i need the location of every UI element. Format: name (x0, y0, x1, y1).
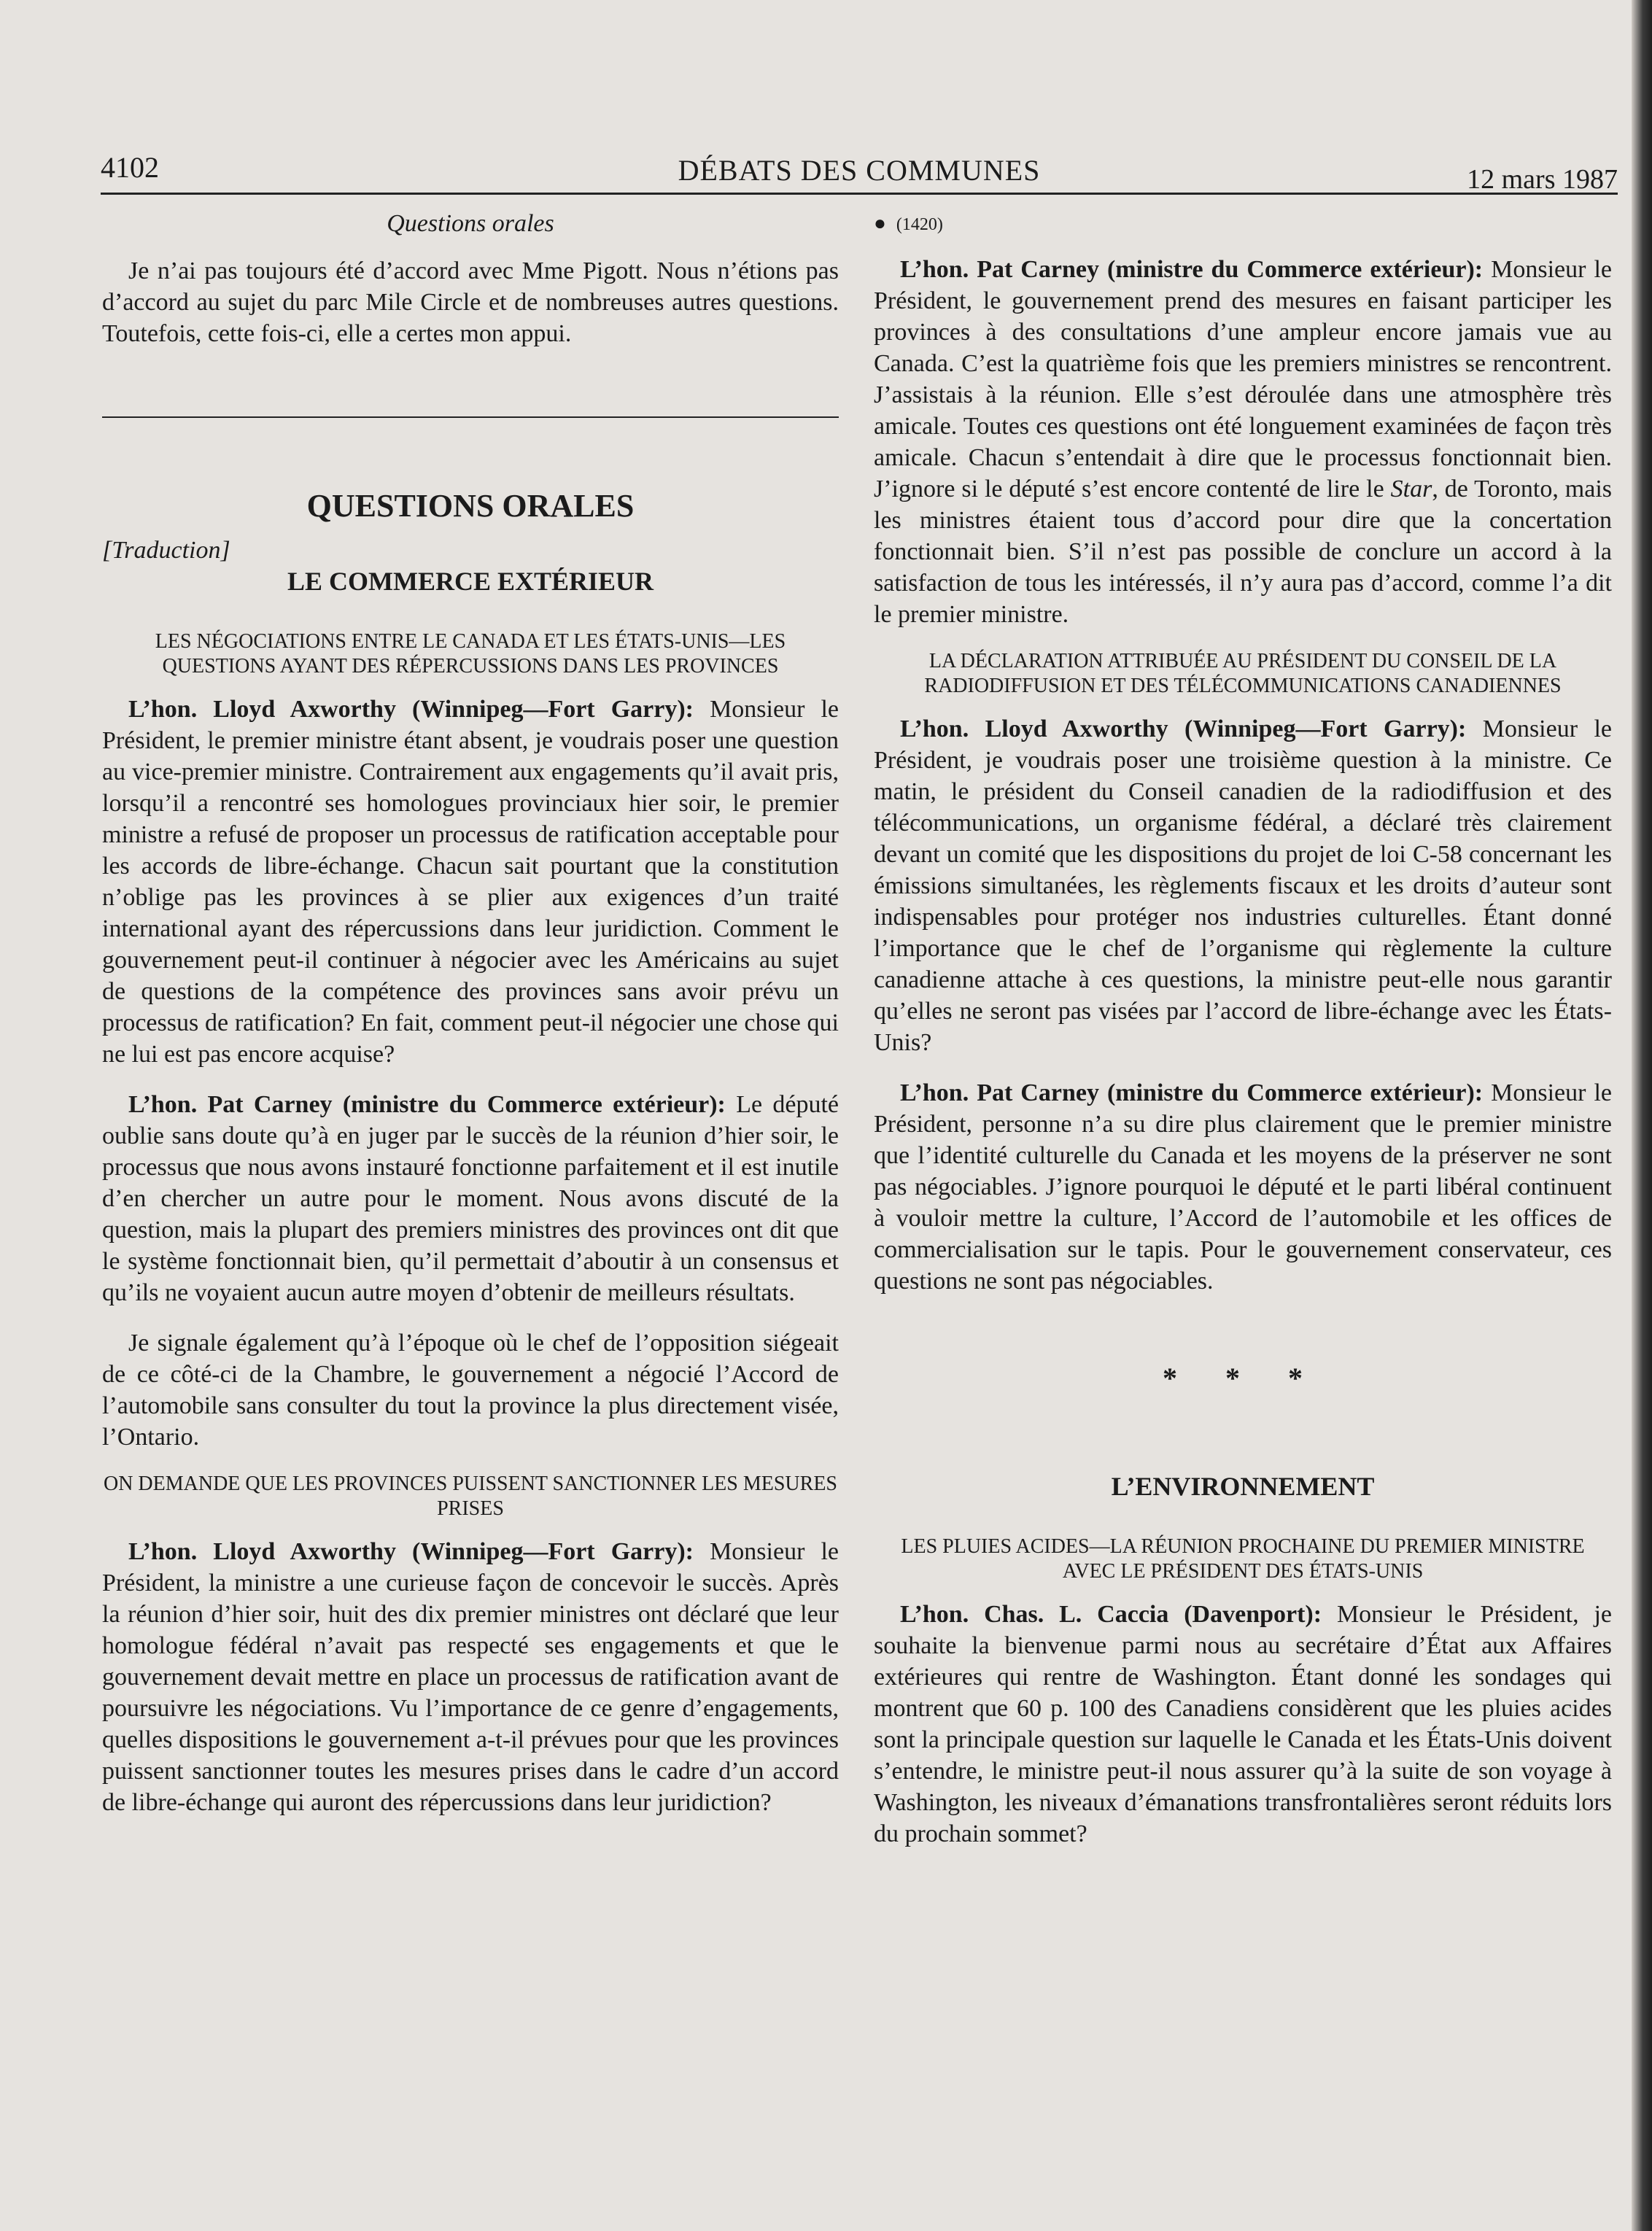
sub-heading-negotiations: LES NÉGOCIATIONS ENTRE LE CANADA ET LES ÉTATS-UNIS—LES QUESTIONS AYANT DES RÉPERCUSSIONS DANS LES PROVINCES (155, 630, 786, 678)
speech-text: Monsieur le Président, personne n’a su dire plus clairement que le premier ministre que l’identité culturelle du Canada et les moyens de la préserver ne sont pas négociables. J’ignore pourquoi le député et le parti libéral continuent à vouloir mettre la culture, l’Accord de l’automobile et les offices de commercialisation sur le tapis. Pour le gouvernement conservateur, ces questions ne sont pas négociables. (874, 1079, 1613, 1295)
section-separator-rule (102, 416, 839, 418)
header-rule (101, 193, 1618, 195)
sub-heading-provinces: ON DEMANDE QUE LES PROVINCES PUISSENT SANCTIONNER LES MESURES PRISES (103, 1473, 837, 1520)
running-title: Questions orales (387, 210, 554, 237)
section-heading-commerce: LE COMMERCE EXTÉRIEUR (287, 567, 654, 596)
speech-text: Monsieur le Président, le gouvernement prend des mesures en faisant participer les provinces à des consultations d’une ampleur encore jamais vue au Canada. C’est la quatrième fois que les premiers ministres se rencontrent. J’assistais à la réunion. Elle s’est déroulée dans une atmosphère très amicale. Toutes ces questions ont été longuement examinées de façon très amicale. Chacun s’entendait à dire que le processus fonctionnait bien. J’ignore si le député s’est encore contenté de lire le (874, 256, 1613, 503)
speech-paragraph (874, 1599, 1612, 1850)
speaker-name: L’hon. Pat Carney (ministre du Commerce extérieur): (128, 1091, 726, 1118)
speech-text: Le député oublie sans doute qu’à en juger par le succès de la réunion d’hier soir, le processus que nous avons instauré fonctionne parfaitement et il est inutile d’en chercher un autre pour le moment. Nous avons discuté de la question, mais la plupart des premiers ministres des provinces ont dit que le système fonctionnait bien, qu’il permettait d’aboutir à un consensus et qu’ils ne voyaient aucun autre moyen d’obtenir de meilleurs résultats. (102, 1091, 839, 1306)
right-column (874, 208, 1612, 1869)
time-marker (874, 208, 1612, 241)
speaker-name: L’hon. Chas. L. Caccia (Davenport): (900, 1601, 1322, 1628)
section-divider-stars: * * * (1163, 1362, 1323, 1394)
publication-title: DÉBATS DES COMMUNES (678, 154, 1041, 187)
speech-paragraph (102, 694, 839, 1070)
speech-text: Monsieur le Président, la ministre a une curieuse façon de concevoir le succès. Après la réunion d’hier soir, huit des dix premier ministres ont déclaré que leur homologue fédéral n’avait pas respecté ses engagements et que le gouvernement devait mettre en place un processus de ratification avant de poursuivre les négociations. Vu l’importance de ce genre d’engagements, quelles dispositions le gouvernement a-t-il prévues pour que les provinces puissent sanctionner toutes les mesures prises dans le cadre d’un accord de libre-échange qui auront des répercussions dans leur juridiction? (102, 1538, 839, 1816)
speech-paragraph (874, 254, 1612, 630)
left-column (102, 208, 839, 1837)
speech-paragraph (102, 1536, 839, 1818)
speaker-name: L’hon. Pat Carney (ministre du Commerce extérieur): (900, 256, 1484, 283)
speech-text: Monsieur le Président, je voudrais poser une troisième question à la ministre. Ce matin, le président du Conseil canadien de la radiodiffusion et des télécommunications, un organisme fédéral, a déclaré très clairement devant un comité que les dispositions du projet de loi C-58 concernant les émissions simultanées, les règlements fiscaux et les droits d’auteur sont indispensables pour protéger nos industries culturelles. Étant donné l’importance que le chef de l’organisme qui règlemente la culture canadienne attache à ces questions, la ministre peut-elle nous garantir qu’elles ne seront pas visées par l’accord de libre-échange avec les États-Unis? (874, 715, 1612, 1056)
sitting-date: 12 mars 1987 (1467, 164, 1618, 195)
page-edge-shadow (1632, 0, 1652, 2231)
intro-paragraph: Je n’ai pas toujours été d’accord avec Mme Pigott. Nous n’étions pas d’accord au sujet du parc Mile Circle et de nombreuses autres questions. Toutefois, cette fois-ci, elle a certes mon appui. (102, 257, 839, 347)
speech-paragraph (874, 713, 1612, 1058)
speech-text: , de Toronto, mais les ministres étaient tous d’accord pour dire que la concertation fonctionnait bien. S’il n’est pas possible de conclure un accord à la satisfaction de tous les intéressés, il n’y aura pas d’accord, comme l’a dit le premier ministre. (874, 476, 1612, 628)
page-number: 4102 (101, 151, 159, 184)
speaker-name: L’hon. Pat Carney (ministre du Commerce extérieur): (900, 1079, 1484, 1106)
newspaper-name: Star (1390, 476, 1432, 503)
speech-paragraph (102, 1089, 839, 1308)
bullet-icon: ● (874, 212, 886, 235)
speaker-name: L’hon. Lloyd Axworthy (Winnipeg—Fort Garry): (128, 696, 694, 723)
speech-paragraph (874, 1077, 1612, 1297)
speech-text: Monsieur le Président, le premier ministre étant absent, je voudrais poser une question au vice-premier ministre. Contrairement aux engagements qu’il avait pris, lorsqu’il a rencontré ses homologues provinciaux hier soir, le premier ministre a refusé de proposer un processus de ratification acceptable pour les accords de libre-échange. Chacun sait pourtant que la constitution n’oblige pas les provinces à se plier aux exigences d’un traité international ayant des répercussions dans leur juridiction. Comment le gouvernement peut-il continuer à négocier avec les Américains au sujet de questions de la compétence des provinces sans avoir prévu un processus de ratification? En fait, comment peut-il négocier une chose qui ne lui est pas encore acquise? (102, 696, 839, 1068)
speaker-name: L’hon. Lloyd Axworthy (Winnipeg—Fort Garry): (128, 1538, 694, 1565)
section-heading-environment: L’ENVIRONNEMENT (1111, 1472, 1375, 1501)
sub-heading-acid-rain: LES PLUIES ACIDES—LA RÉUNION PROCHAINE DU PREMIER MINISTRE AVEC LE PRÉSIDENT DES ÉTATS-UNIS (901, 1535, 1585, 1583)
page-header (101, 143, 1618, 194)
speaker-name: L’hon. Lloyd Axworthy (Winnipeg—Fort Garry): (900, 715, 1467, 742)
time-marker-text: (1420) (896, 215, 943, 234)
sub-heading-crtc: LA DÉCLARATION ATTRIBUÉE AU PRÉSIDENT DU CONSEIL DE LA RADIODIFFUSION ET DES TÉLÉCOMMUNICATIONS CANADIENNES (924, 650, 1562, 697)
speech-paragraph: Je signale également qu’à l’époque où le chef de l’opposition siégeait de ce côté-ci de la Chambre, le gouvernement a négocié l’Accord de l’automobile sans consulter du tout la province la plus directement visée, l’Ontario. (102, 1330, 839, 1451)
translation-note: [Traduction] (102, 537, 230, 564)
speech-text: Monsieur le Président, je souhaite la bienvenue parmi nous au secrétaire d’État aux Affaires extérieures qui rentre de Washington. Étant donné les sondages qui montrent que 60 p. 100 des Canadiens considèrent que les pluies acides sont la principale question sur laquelle le Canada et les États-Unis doivent s’entendre, le ministre peut-il nous assurer qu’à la suite de son voyage à Washington, les niveaux d’émanations transfrontalières seront réduits lors du prochain sommet? (874, 1601, 1612, 1847)
main-heading: QUESTIONS ORALES (306, 488, 635, 524)
